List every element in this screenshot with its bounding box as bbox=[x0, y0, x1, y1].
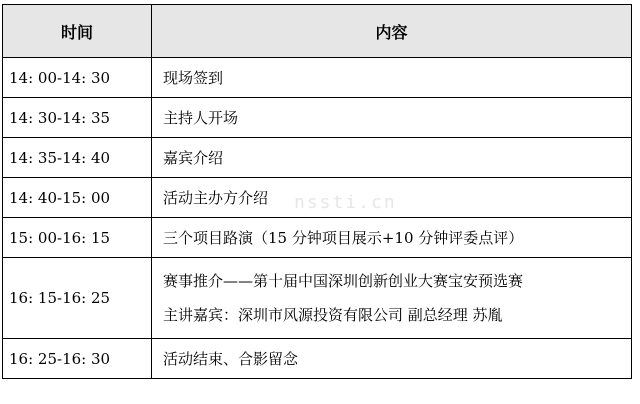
content-line: 主讲嘉宾：深圳市风源投资有限公司 副总经理 苏胤 bbox=[163, 306, 503, 324]
header-time: 时间 bbox=[3, 5, 152, 58]
time-cell: 16: 25-16: 30 bbox=[3, 339, 152, 379]
content-cell bbox=[152, 339, 632, 379]
table-row bbox=[3, 98, 632, 138]
time-cell: 14: 00-14: 30 bbox=[3, 58, 152, 98]
content-line: 嘉宾介绍 bbox=[163, 148, 224, 167]
table-row bbox=[3, 178, 632, 218]
content-line: 赛事推介——第十届中国深圳创新创业大赛宝安预选赛 bbox=[163, 272, 524, 290]
time-cell: 14: 30-14: 35 bbox=[3, 98, 152, 138]
table-row bbox=[3, 218, 632, 258]
content-cell bbox=[152, 178, 632, 218]
watermark: nssti.cn bbox=[294, 192, 397, 213]
content-cell bbox=[152, 258, 632, 339]
content-line: 活动结束、合影留念 bbox=[163, 349, 299, 368]
table-row bbox=[3, 58, 632, 98]
time-cell: 16: 15-16: 25 bbox=[3, 258, 152, 339]
time-cell: 14: 35-14: 40 bbox=[3, 138, 152, 178]
time-cell: 15: 00-16: 15 bbox=[3, 218, 152, 258]
content-cell bbox=[152, 98, 632, 138]
agenda-table bbox=[2, 4, 632, 379]
table-row bbox=[3, 258, 632, 339]
content-cell bbox=[152, 58, 632, 98]
content-line: 主持人开场 bbox=[163, 108, 239, 127]
table-row bbox=[3, 339, 632, 379]
table-row bbox=[3, 138, 632, 178]
time-cell: 14: 40-15: 00 bbox=[3, 178, 152, 218]
header-content: 内容 bbox=[152, 5, 632, 58]
content-line: 三个项目路演（15 分钟项目展示+10 分钟评委点评） bbox=[163, 228, 524, 247]
header-row bbox=[3, 5, 632, 58]
content-cell bbox=[152, 138, 632, 178]
content-line: 活动主办方介绍 bbox=[163, 188, 269, 207]
content-line: 现场签到 bbox=[163, 68, 224, 87]
content-cell bbox=[152, 218, 632, 258]
